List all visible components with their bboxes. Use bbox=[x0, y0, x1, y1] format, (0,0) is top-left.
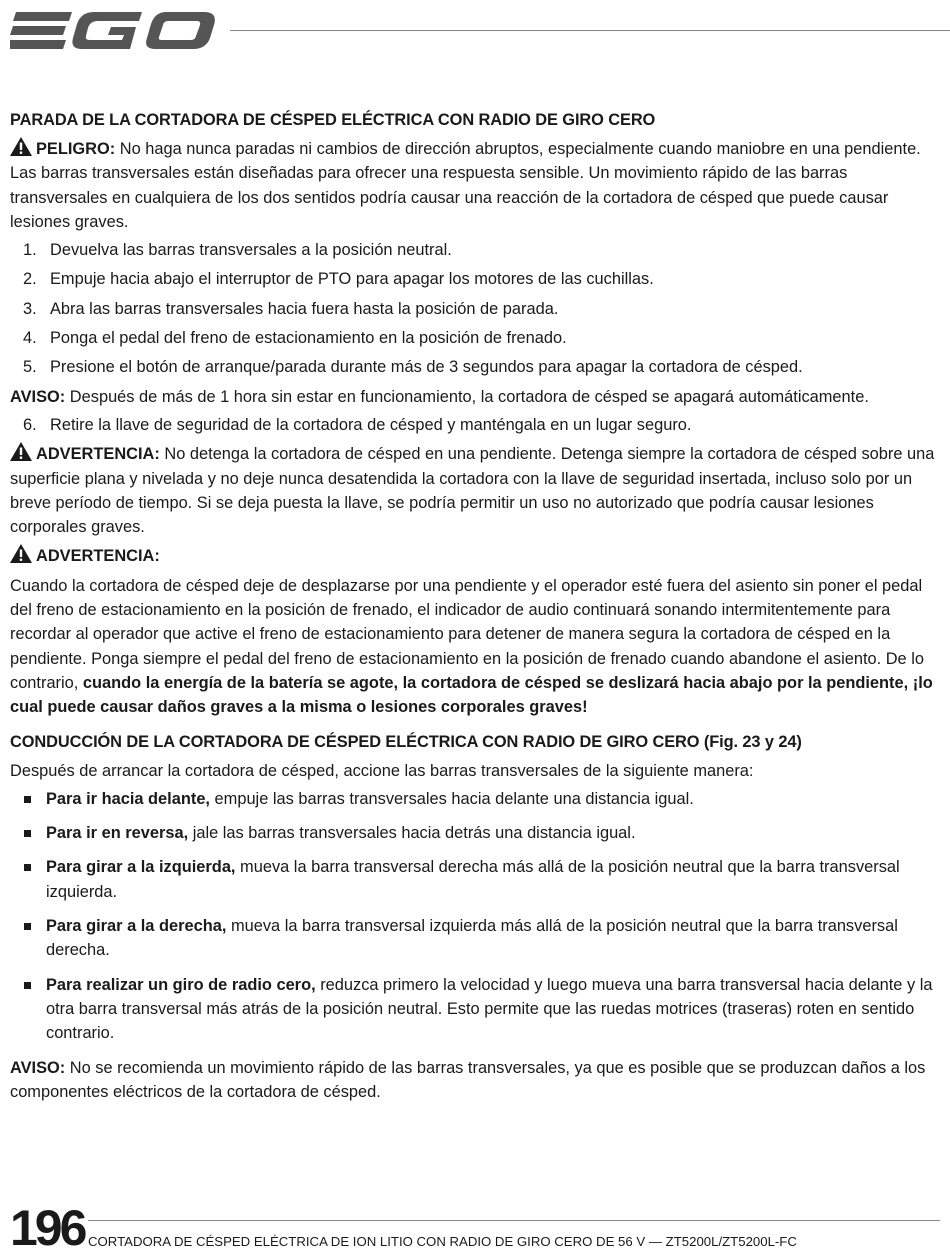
section-title-stopping: PARADA DE LA CORTADORA DE CÉSPED ELÉCTRICA CON RADIO DE GIRO CERO bbox=[10, 111, 656, 129]
step-number: 3. bbox=[23, 299, 37, 318]
bullet-square-icon bbox=[24, 830, 31, 837]
step-text: Empuje hacia abajo el interruptor de PTO para apagar los motores de las cuchillas. bbox=[50, 270, 654, 289]
notice-controls bbox=[10, 1056, 940, 1105]
warning-paragraph-brake bbox=[10, 574, 940, 720]
step-number: 2. bbox=[23, 270, 37, 289]
bullet-text: mueva la barra transversal izquierda más allá de la posición neutral que la barra transversal derecha. bbox=[46, 917, 898, 960]
step-text: Ponga el pedal del freno de estacionamiento en la posición de frenado. bbox=[50, 329, 567, 348]
page-footer bbox=[10, 1200, 940, 1256]
warning-paragraph-slope bbox=[10, 442, 940, 539]
stopping-steps-continued bbox=[10, 413, 940, 437]
bullet-square-icon bbox=[24, 796, 31, 803]
step-text: Devuelva las barras transversales a la posición neutral. bbox=[50, 241, 452, 260]
bullet-square-icon bbox=[24, 982, 31, 989]
step-text: Abra las barras transversales hacia fuera hasta la posición de parada. bbox=[50, 299, 559, 318]
step-number: 5. bbox=[23, 358, 37, 377]
bullet-text: reduzca primero la velocidad y luego mueva una barra transversal hacia delante y la otra barra transversal más atrás de la posición neutral. Esto permite que las ruedas motrices (traseras) roten en sentido contrario. bbox=[46, 975, 933, 1043]
list-item bbox=[10, 238, 940, 262]
step-number: 4. bbox=[23, 329, 37, 348]
danger-text: No haga nunca paradas ni cambios de dirección abruptos, especialmente cuando maniobre en una pendiente. Las barras transversales están diseñadas para ofrecer una respuesta sensible. Un movimiento rápido de las barras transversales en cualquiera de los dos sentidos podría causar una reacción de la cortadora de césped que puede causar lesiones graves. bbox=[10, 140, 921, 231]
list-item bbox=[10, 973, 940, 1046]
bullet-square-icon bbox=[24, 864, 31, 871]
driving-instructions bbox=[10, 787, 940, 1046]
page-number: 196 bbox=[10, 1200, 85, 1256]
list-item bbox=[10, 267, 940, 291]
bullet-lead: Para ir hacia delante, bbox=[46, 789, 210, 808]
step-number: 6. bbox=[23, 415, 37, 434]
list-item bbox=[10, 787, 940, 811]
warning-label: ADVERTENCIA: bbox=[36, 547, 160, 566]
warning-triangle-icon bbox=[10, 442, 32, 461]
warning-text: No detenga la cortadora de césped en una pendiente. Detenga siempre la cortadora de césped sobre una superficie plana y nivelada y no deje nunca desatendida la cortadora con la llave de seguridad insertada, incluso solo por un breve período de tiempo. Si se deja puesta la llave, se podría permitir un uso no autorizado que podría causar lesiones corporales graves. bbox=[10, 445, 935, 537]
page-content bbox=[10, 108, 940, 1104]
warning-label: ADVERTENCIA: bbox=[36, 445, 160, 464]
footer-divider bbox=[88, 1220, 940, 1221]
list-item bbox=[10, 855, 940, 904]
bullet-lead: Para girar a la izquierda, bbox=[46, 858, 236, 877]
bullet-lead: Para ir en reversa, bbox=[46, 824, 189, 843]
ego-logo bbox=[10, 8, 215, 54]
notice-auto-off bbox=[10, 385, 940, 409]
bullet-lead: Para girar a la derecha, bbox=[46, 917, 227, 936]
warning-heading bbox=[10, 544, 940, 568]
section-title-driving: CONDUCCIÓN DE LA CORTADORA DE CÉSPED ELÉCTRICA CON RADIO DE GIRO CERO (Fig. 23 y 24) bbox=[10, 732, 802, 751]
list-item bbox=[10, 297, 940, 321]
warning-triangle-icon bbox=[10, 544, 32, 563]
notice-text: No se recomienda un movimiento rápido de las barras transversales, ya que es posible que se produzcan daños a los componentes eléctricos de la cortadora de césped. bbox=[10, 1058, 926, 1101]
list-item bbox=[10, 355, 940, 379]
header-divider bbox=[230, 30, 950, 31]
bullet-text: jale las barras transversales hacia detrás una distancia igual. bbox=[188, 824, 636, 843]
stopping-steps bbox=[10, 238, 940, 379]
list-item bbox=[10, 914, 940, 963]
step-text: Presione el botón de arranque/parada durante más de 3 segundos para apagar la cortadora de césped. bbox=[50, 358, 803, 377]
bullet-lead: Para realizar un giro de radio cero, bbox=[46, 975, 316, 994]
warning-triangle-icon bbox=[10, 137, 32, 156]
page-header bbox=[10, 8, 940, 54]
driving-intro: Después de arrancar la cortadora de césped, accione las barras transversales de la siguiente manera: bbox=[10, 761, 754, 780]
bullet-text: mueva la barra transversal derecha más allá de la posición neutral que la barra transversal izquierda. bbox=[46, 858, 900, 901]
warning-text: Cuando la cortadora de césped deje de desplazarse por una pendiente y el operador esté fuera del asiento sin poner el pedal del freno de estacionamiento en la posición de frenado, el indicador de audio continuará sonando intermitentemente para recordar al operador que active el freno de estacionamiento para detener de manera segura la cortadora de césped en la pendiente. Ponga siempre el pedal del freno de estacionamiento en la posición de frenado cuando abandone el asiento. De lo contrario, bbox=[10, 576, 924, 692]
notice-label: AVISO: bbox=[10, 387, 66, 406]
danger-paragraph bbox=[10, 137, 940, 234]
bullet-text: empuje las barras transversales hacia delante una distancia igual. bbox=[210, 789, 694, 808]
notice-text: Después de más de 1 hora sin estar en funcionamiento, la cortadora de césped se apagará automáticamente. bbox=[65, 387, 869, 406]
notice-label: AVISO: bbox=[10, 1058, 66, 1077]
danger-label: PELIGRO: bbox=[36, 140, 116, 158]
list-item bbox=[10, 326, 940, 350]
list-item bbox=[10, 821, 940, 845]
step-text: Retire la llave de seguridad de la cortadora de césped y manténgala en un lugar seguro. bbox=[50, 415, 692, 434]
warning-emphasis: cuando la energía de la batería se agote, la cortadora de césped se deslizará hacia abajo por la pendiente, ¡lo cual puede causar daños graves a la misma o lesiones corporales graves! bbox=[10, 673, 933, 717]
step-number: 1. bbox=[23, 241, 37, 260]
bullet-square-icon bbox=[24, 923, 31, 930]
footer-product-title: CORTADORA DE CÉSPED ELÉCTRICA DE ION LITIO CON RADIO DE GIRO CERO DE 56 V — ZT5200L/ZT5200L-FC bbox=[88, 1234, 797, 1249]
list-item bbox=[10, 413, 940, 437]
